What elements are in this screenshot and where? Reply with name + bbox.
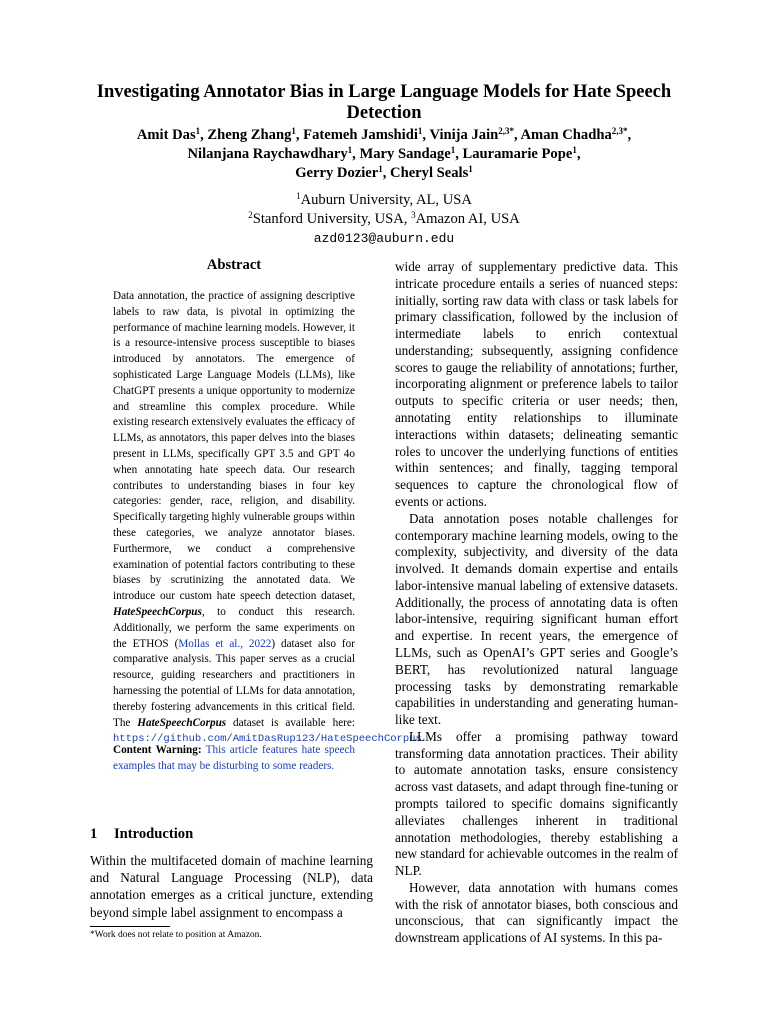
paper-title: Investigating Annotator Bias in Large Language Models for Hate Speech Detection xyxy=(96,82,672,123)
section-heading xyxy=(90,826,372,843)
citation-link[interactable]: Mollas et al., 2022 xyxy=(178,637,272,650)
author-name: Vinija Jain xyxy=(429,127,499,143)
right-paragraph-3: LLMs offer a promising pathway toward transforming data annotation practices. Their ability to automate annotation tasks, ensure consistency across vast datasets, and adapt through fine-tuning or prompts tailored to specific domains significantly alleviates challenges inherent in traditional annotation methodologies, thereby establishing a new standard for achievable outcomes in the realm of NLP. xyxy=(395,728,678,879)
author-footnote-mark: * xyxy=(623,126,628,136)
content-warning-label: Content Warning: xyxy=(113,744,202,756)
intro-paragraph: Within the multifaceted domain of machine learning and Natural Language Processing (NLP), data annotation emerges as a critical juncture, extending beyond simple label assignment to encompass a xyxy=(90,853,373,920)
section-title: Introduction xyxy=(114,826,194,842)
right-paragraph-4: However, data annotation with humans comes with the risk of annotator biases, both conscious and unconscious, that can significantly impact the downstream applications of AI systems. In this pa- xyxy=(395,879,678,946)
abstract-text: Data annotation, the practice of assigning descriptive labels to raw data, is pivotal in optimizing the performance of machine learning models. However, it is a resource-intensive process susceptible to biases introduced by annotators. The emergence of sophisticated Large Language Models (LLMs), like ChatGPT presents a unique opportunity to modernize and streamline this complex procedure. While existing research extensively evaluates the efficacy of LLMs, as annotators, this paper delves into the biases present in LLMs, specifically GPT 3.5 and GPT 4o when annotating hate speech data. Our research contributes to understanding biases in four key categories: gender, race, religion, and disability. Specifically targeting highly vulnerable groups within these categories, we analyze annotator biases. Furthermore, we conduct a comprehensive examination of potential factors contributing to these biases by scrutinizing the annotated data. We introduce our custom hate speech detection dataset, HateSpeechCorpus, to conduct this research. Additionally, we perform the same experiments on the ETHOS (Mollas et al., 2022) dataset also for comparative analysis. This paper serves as a crucial resource, guiding researchers and practitioners in harnessing the potential of LLMs for data annotation, thereby fostering advancements in this critical field. The HateSpeechCorpus dataset is available here: https://github.com/AmitDasRup123/HateSpeechCorpus xyxy=(113,290,422,746)
dataset-name: HateSpeechCorpus xyxy=(113,605,202,618)
author-affil-sup: 1 xyxy=(195,126,201,136)
dataset-url-link[interactable]: https://github.com/AmitDasRup123/HateSpeechCorpus xyxy=(113,733,422,746)
author-name: Aman Chadha xyxy=(520,127,612,143)
dataset-name: HateSpeechCorpus xyxy=(137,716,227,729)
author-footnote-mark: * xyxy=(509,126,514,136)
author-affil-sup: 1 xyxy=(468,164,473,174)
right-paragraph-2: Data annotation poses notable challenges for contemporary machine learning models, owing to the complexity, subjectivity, and diversity of the data involved. It demands domain expertise and entails labor-intensive manual labeling of extensive datasets. Additionally, the process of annotating data is often labor-intensive, requiring significant human effort and expertise. In recent years, the emergence of LLMs, such as OpenAI’s GPT series and Google’s BERT, has revolutionized natural language processing tasks by demonstrating remarkable capabilities in understanding and generating human-like text. xyxy=(395,510,678,728)
author-affil-sup: 1 xyxy=(347,145,353,155)
author-affil-sup: 2,3 xyxy=(498,126,510,136)
content-warning-text: This article features hate speech examples that may be disturbing to some readers. xyxy=(113,744,355,772)
author-name: Lauramarie Pope xyxy=(462,146,573,162)
abstract-heading: Abstract xyxy=(206,257,262,273)
content-warning xyxy=(113,743,355,775)
author-affil-sup: 1 xyxy=(417,126,423,136)
author-name: Cheryl Seals xyxy=(390,165,469,181)
author-name: Mary Sandage xyxy=(359,146,451,162)
author-name: Zheng Zhang xyxy=(207,127,292,143)
right-paragraph-1: wide array of supplementary predictive data. This intricate procedure entails a series of nuanced steps: initially, sorting raw data with class or task labels for primary classification, followed by the inclusion of intermediate labels to enrich contextual understanding; subsequently, assigning confidence scores to gauge the reliability of annotations; further, incorporating alignment or preference labels to tailor outputs to specific criteria or user needs; then, annotating entity relationships to illuminate interactions within datasets; delineating semantic roles to uncover the underlying functions of entities within sentences; and finally, tagging temporal sequences to capture the chronological flow of events or actions. xyxy=(395,259,678,509)
author-name: Fatemeh Jamshidi xyxy=(303,127,418,143)
footnote-rule xyxy=(90,926,170,927)
contact-email[interactable]: azd0123@auburn.edu xyxy=(313,231,455,246)
footnote: *Work does not relate to position at Amazon. xyxy=(90,930,262,940)
affiliations xyxy=(80,191,688,248)
section-number: 1 xyxy=(90,826,98,842)
author-affil-sup: 1 xyxy=(378,164,383,174)
affiliation-line-1: $^1$Auburn University, AL, USA xyxy=(296,191,472,208)
author-name: Gerry Dozier xyxy=(295,165,379,181)
affiliation-line-2: $^2$Stanford University, USA, $^3$Amazon AI, USA xyxy=(248,210,520,227)
author-list: Amit Das$^1$, Zheng Zhang$^1$, Fatemeh Jamshidi$^1$, Vinija Jain$^{2,3*}$, Aman Chadha$^{2,3*}$, Nilanjana Raychawdhary$^1$, Mary Sandage$^1$, Lauramarie Pope$^1$, Gerry Dozier$^1$, Cheryl Seals$^1$ xyxy=(136,126,632,181)
author-affil-sup: 1 xyxy=(450,145,456,155)
author-name: Nilanjana Raychawdhary xyxy=(187,146,348,162)
author-name: Amit Das xyxy=(136,127,196,143)
author-affil-sup: 1 xyxy=(572,145,577,155)
right-column xyxy=(395,259,678,947)
author-affil-sup: 1 xyxy=(291,126,296,136)
author-affil-sup: 2,3 xyxy=(611,126,623,136)
